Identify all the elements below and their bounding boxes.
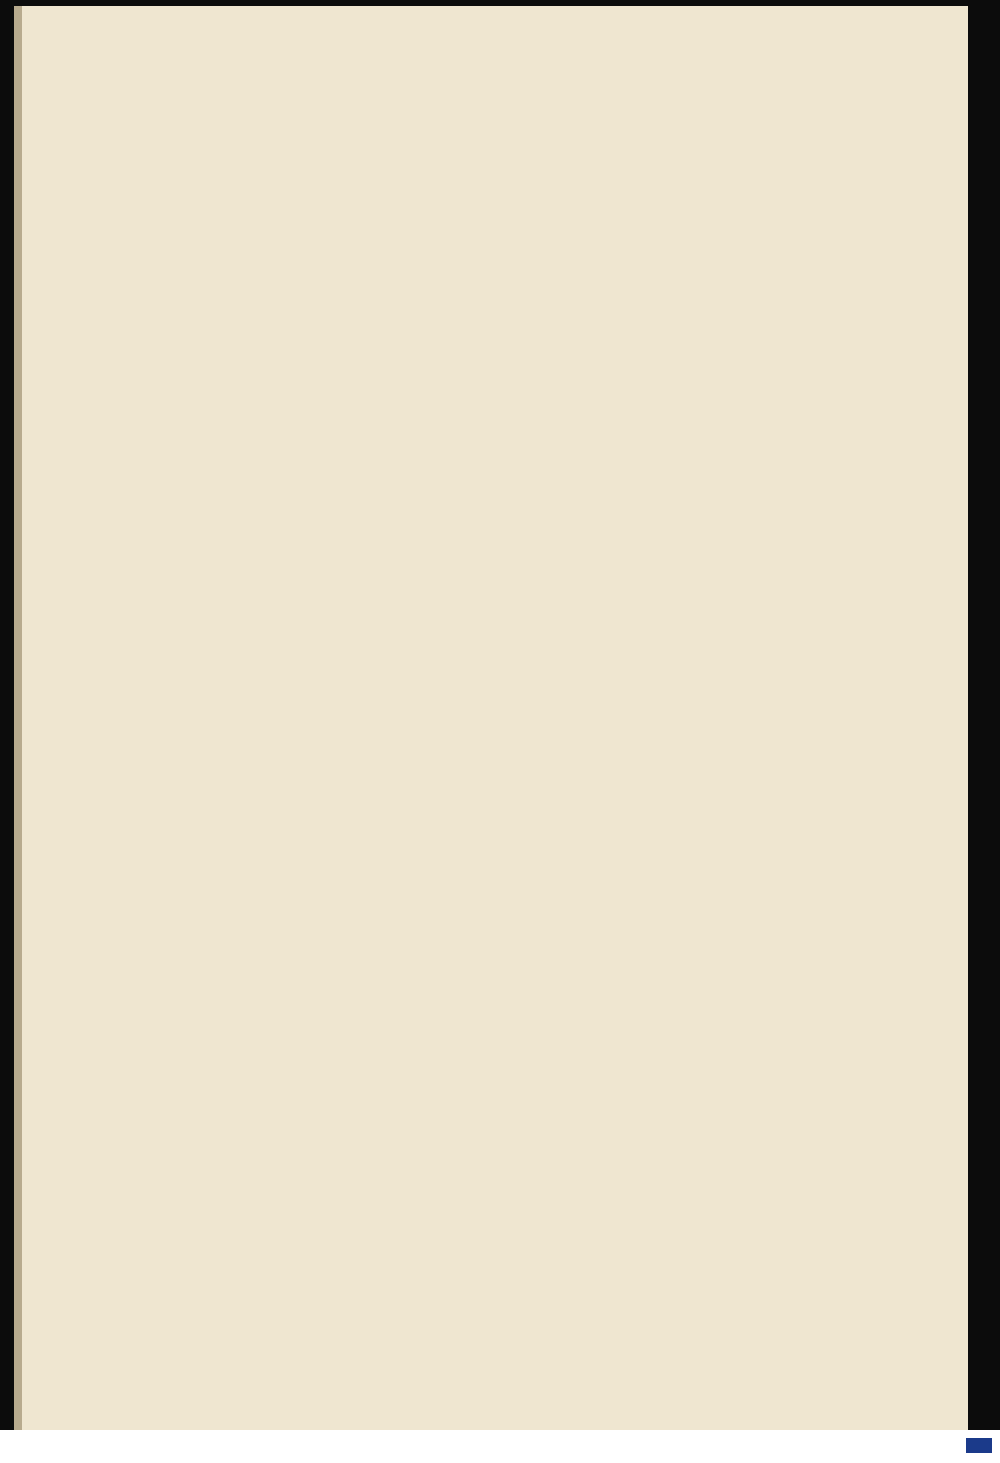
footer-bar — [0, 1430, 1000, 1463]
book-page — [14, 6, 968, 1430]
page-gutter — [14, 6, 22, 1430]
dfg-logo — [966, 1438, 992, 1453]
